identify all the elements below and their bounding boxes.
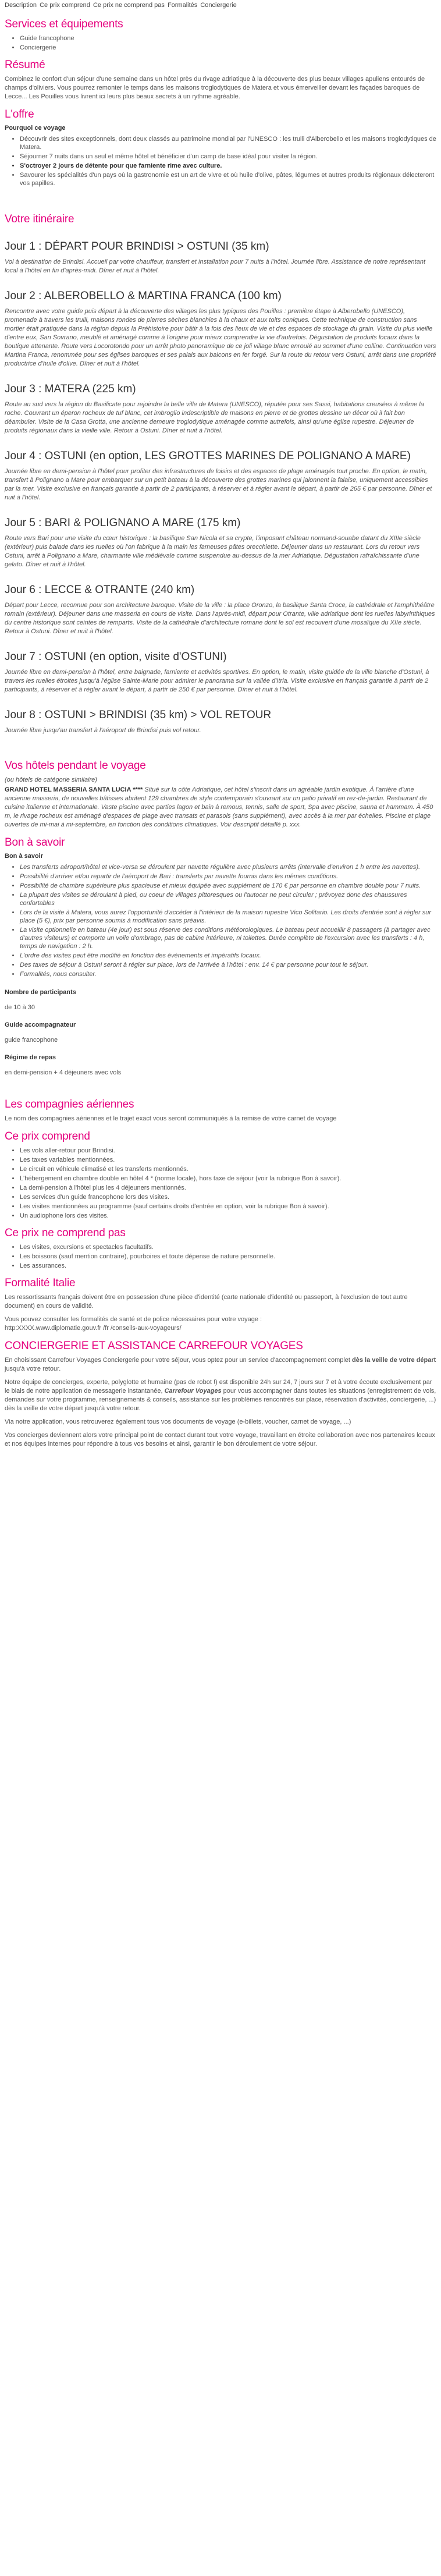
list-item: • Les visites, excursions et spectacles facultatifs. [20,1243,436,1251]
list-item: • Possibilité d'arriver et/ou repartir de l'aéroport de Bari : transferts par navette fournis dans les mêmes conditions. [20,872,436,881]
list-item: • Les taxes variables mentionnées. [20,1156,436,1164]
resume-text: Combinez le confort d'un séjour d'une semaine dans un hôtel près du rivage adriatique à la découverte des plus beaux villages apuliens entourés de champs d'oliviers. Vous pourrez remonter le temps dans les maisons troglodytiques de Matera et vous émerveiller devant les façades baroques de Lecce... Les Pouilles vous livrent ici leurs plus beaux secrets à un rythme agréable. [5,76,425,100]
list-item: • La plupart des visites se déroulant à pied, ou coeur de villages pittoresques ou l'autocar ne peut circuler ; prévoyez donc des chaussures confortables [20,891,436,907]
list-item: • Les boissons (sauf mention contraire), pourboires et toute dépense de nature personnelle. [20,1252,436,1261]
ne-comprend-list [5,1243,436,1270]
offre-title: L'offre [5,108,34,120]
day-2-title: Jour 2 : ALBEROBELLO & MARTINA FRANCA (100 km) [5,290,282,302]
day-8-text: Journée libre jusqu'au transfert à l'aéroport de Brindisi puis vol retour. [5,727,201,734]
list-item: • Les transferts aéroport/hôtel et vice-versa se déroulent par navette régulière avec plusieurs arrêts (intervalle d'environ 1 h entre les navettes). [20,863,436,871]
text-span-bold: Carrefour Voyages [164,1388,222,1395]
airlines-text: Le nom des compagnies aériennes et le trajet exact vous seront communiqués à la remise de votre carnet de voyage [5,1115,337,1122]
day-6-title: Jour 6 : LECCE & OTRANTE (240 km) [5,584,195,596]
offre-subtitle: Pourquoi ce voyage [5,125,66,132]
repas-value: en demi-pension + 4 déjeuners avec vols [5,1069,122,1076]
formalite-text-2: Vous pouvez consulter les formalités de santé et de police nécessaires pour votre voyage : [5,1316,262,1323]
list-item: • Les vols aller-retour pour Brindisi. [20,1147,436,1155]
list-item: • La demi-pension à l'hôtel plus les 4 déjeuners mentionnés. [20,1184,436,1192]
formalite-text-1: Les ressortissants français doivent être en possession d'une pièce d'identité (carte nationale d'identité ou passeport, à l'exclusion de tout autre document) en cours de validité. [5,1294,408,1310]
list-item: • Le circuit en véhicule climatisé et les transferts mentionnés. [20,1165,436,1173]
list-item: • Savourer les spécialités d'un pays où la gastronomie est un art de vivre et où huile d'olive, pâtes, légumes et autres produits régionaux délecteront vos papilles. [20,171,436,187]
bon-savoir-list [5,863,436,978]
tab-conciergerie[interactable]: Conciergerie [200,2,237,9]
bon-savoir-subtitle: Bon à savoir [5,853,44,860]
list-item: • Lors de la visite à Matera, vous aurez l'opportunité d'accéder à l'intérieur de la maison rupestre Vico Solitario. Les droits d'entrée sont à régler sur place (5 €), prix par personne soumis à modification sans préavis. [20,909,436,925]
services-title: Services et équipements [5,18,123,30]
day-7-text: Journée libre en demi-pension à l'hôtel, entre baignade, farniente et activités sportives. En option, le matin, visite guidée de la ville blanche d'Ostuni, à travers les ruelles étroites jusqu'à l'église Sainte-Marie pour admirer le panorama sur la vallée d'Itria. Visite exclusive en français garantie à partir de 2 participants, à réserver et à régler avant le départ, à partir de 250 € par personne. Dîner et nuit à l'hôtel. [5,669,429,693]
participants-value: de 10 à 30 [5,1004,35,1011]
list-item: • Des taxes de séjour à Ostuni seront à régler sur place, lors de l'arrivée à l'hôtel : env. 14 € par personne pour tout le séjour. [20,961,436,969]
formalite-title: Formalité Italie [5,1277,76,1289]
hotels-title: Vos hôtels pendant le voyage [5,760,146,772]
text-span: jusqu'à votre retour. [5,1365,61,1372]
day-1-title: Jour 1 : DÉPART POUR BRINDISI > OSTUNI (35 km) [5,240,269,253]
tab-ce-prix-ne-comprend-pas[interactable]: Ce prix ne comprend pas [93,2,165,9]
day-3-title: Jour 3 : MATERA (225 km) [5,383,136,395]
conciergerie-text-3: Via notre application, vous retrouverez également tous vos documents de voyage (e-billets, voucher, carnet de voyage, ...) [5,1418,351,1425]
airlines-title: Les compagnies aériennes [5,1098,134,1110]
list-item: • L'ordre des visites peut être modifié en fonction des évènements et impératifs locaux. [20,952,436,960]
day-6-text: Départ pour Lecce, reconnue pour son architecture baroque. Visite de la ville : la place Oronzo, la basilique Santa Croce, la cathédrale et l'amphithéâtre romain (extérieur). Déjeuner dans une masseria en cours de visite. Dans l'après-midi, départ pour Otrante, ville adriatique dont les ruelles labyrinthiques du centre historique sont ceintes de remparts. Visite de la cathédrale d'architecture romane dont le sol est recouvert d'une mosaïque du XIIe siècle. Retour à Ostuni. Dîner et nuit à l'hôtel. [5,602,435,635]
formalite-link[interactable]: http:XXXX.www.diplomatie.gouv.fr /fr /conseils-aux-voyageurs/ [5,1325,182,1332]
day-2-text: Rencontre avec votre guide puis départ à la découverte des villages les plus typiques des Pouilles : première étape à Alberobello (UNESCO), promenade à travers les trulli, maisons rondes de pierres sèches blanchies à la chaux et aux toits coniques. Cette technique de construction sans mortier était pratiquée dans la région depuis la Préhistoire pour bâtir à la fois des lieux de vie et des espaces de stockage du grain. Visite du plus vieille d'entre eux, San Sovrano, meublé et aménagé comme à l'origine pour mieux comprendre la vie d'autrefois. Dégustation de produits locaux dans la boutique attenante. Route vers Locorotondo pour un arrêt photo panoramique de ce joli village blanc enroulé au sommet d'une colline. Continuation vers Martina Franca, renommée pour ses églises baroques et ses palais aux balcons en fer forgé. Sur la route du retour vers Ostuni, arrêt dans une propriété productrice d'huile d'olive. Dîner et nuit à l'hôtel. [5,308,436,367]
day-5-title: Jour 5 : BARI & POLIGNANO A MARE (175 km) [5,517,241,529]
resume-title: Résumé [5,59,45,71]
conciergerie-text-1 [5,1356,436,1374]
hotels-note: (ou hôtels de catégorie similaire) [5,776,97,783]
tab-ce-prix-comprend[interactable]: Ce prix comprend [40,2,90,9]
list-item: • Les services d'un guide francophone lors des visites. [20,1193,436,1201]
ne-comprend-title: Ce prix ne comprend pas [5,1227,126,1239]
services-list [5,34,436,52]
list-item: • Guide francophone [20,34,436,42]
day-8-title: Jour 8 : OSTUNI > BRINDISI (35 km) > VOL RETOUR [5,709,272,721]
day-5-text: Route vers Bari pour une visite du cœur historique : la basilique San Nicola et sa crypte, l'imposant château normand-souabe datant du XIIIe siècle (extérieur) puis balade dans les ruelles où l'on fabrique à la main les fameuses pâtes orecchiette. Déjeuner dans un restaurant. Lors du retour vers Ostuni, arrêt à Polignano a Mare, charmante ville médiévale comme suspendue au-dessus de la mer Adriatique. Dégustation rafraîchissante d'une gelato. Dîner et nuit à l'hôtel. [5,535,421,568]
hotel-description [5,786,436,829]
conciergerie-title: CONCIERGERIE ET ASSISTANCE CARREFOUR VOYAGES [5,1340,303,1352]
offre-list [5,135,436,187]
day-4-title: Jour 4 : OSTUNI (en option, LES GROTTES MARINES DE POLIGNANO A MARE) [5,450,411,462]
list-item: • Découvrir des sites exceptionnels, dont deux classés au patrimoine mondial par l'UNESCO : les trulli d'Alberobello et les maisons troglodytiques de Matera. [20,135,436,151]
conciergerie-text-2 [5,1378,436,1413]
day-7-title: Jour 7 : OSTUNI (en option, visite d'OSTUNI) [5,651,227,663]
list-item: • La visite optionnelle en bateau (4e jour) est sous réserve des conditions météorologiques. Le bateau peut accueillir 8 passagers (à partager avec d'autres visiteurs) et comporte un voile d'ombrage, pas de cabine intérieure, ni toilettes. Durée complète de l'excursion avec les transferts : 4 h, temps de navigation : 2 h. [20,926,436,950]
participants-label: Nombre de participants [5,989,76,996]
text-span-bold: dès la veille de votre départ [352,1357,436,1364]
itinerary-title: Votre itinéraire [5,213,74,225]
comprend-title: Ce prix comprend [5,1130,90,1142]
list-item: • Les assurances. [20,1262,436,1270]
day-1-text: Vol à destination de Brindisi. Accueil par votre chauffeur, transfert et installation pour 7 nuits à l'hôtel. Journée libre. Assistance de notre représentant local à l'hôtel en fin d'après-midi. Dîner et nuit à l'hôtel. [5,258,426,274]
hotel-name: GRAND HOTEL MASSERIA SANTA LUCIA **** [5,786,143,793]
list-item: • Possibilité de chambre supérieure plus spacieuse et mieux équipée avec supplément de 170 € par personne en chambre double pour 7 nuits. [20,882,436,890]
tab-description[interactable]: Description [5,2,37,9]
tab-bar [5,0,436,11]
list-item: • Conciergerie [20,44,436,52]
list-item: • Un audiophone lors des visites. [20,1212,436,1220]
bon-savoir-title: Bon à savoir [5,836,65,849]
repas-label: Régime de repas [5,1054,56,1061]
text-span: En choisissant Carrefour Voyages Conciergerie pour votre séjour, vous optez pour un service d'accompagnement complet [5,1357,353,1364]
text-span: pour vous accompagner dans toutes les situations (enregistrement de vols, demandes sur votre programme, renseignements & conseils, assistance sur les problèmes rencontrés sur place, réservation d'activités, conciergerie, ...) dès la veille de votre départ jusqu'à votre retour. [5,1388,436,1412]
list-item: • Formalités, nous consulter. [20,970,436,978]
guide-label: Guide accompagnateur [5,1021,76,1028]
list-item: • Les visites mentionnées au programme (sauf certains droits d'entrée en option, voir la rubrique Bon à savoir). [20,1202,436,1211]
guide-value: guide francophone [5,1037,58,1044]
list-item: • Séjourner 7 nuits dans un seul et même hôtel et bénéficier d'un camp de base idéal pour visiter la région. [20,152,436,161]
hotel-text: Situé sur la côte Adriatique, cet hôtel s'inscrit dans un agréable jardin exotique. À l'arrière d'une ancienne masseria, de nouvelles bâtisses abritent 129 chambres de style contemporain s'ouvrant sur un patio privatif en rez-de-jardin. Restaurant de cuisine italienne et internationale. Vaste piscine avec parties lagon et bain à remous, tennis, salle de sport, Spa avec piscine, sauna et hammam. À 450 m, le rivage rocheux est aménagé d'espaces de plage avec transats et parasols (sans supplément), avec accès à la mer par échelles. Piscine et plage ouvertes de mi-mai à mi-septembre, en fonction des conditions climatiques. Voir descriptif détaillé p. xxx. [5,786,433,828]
day-4-text: Journée libre en demi-pension à l'hôtel pour profiter des infrastructures de loisirs et des espaces de plage aménagés tout proche. En option, le matin, transfert à Polignano a Mare pour embarquer sur un petit bateau à la découverte des grottes marines qui jalonnent la falaise, uniquement accessibles par la mer. Visite exclusive en français garantie à partir de 2 participants, à réserver et à régler avant le départ, à partir de 265 € par personne. Dîner et nuit à l'hôtel. [5,468,432,501]
tab-formalites[interactable]: Formalités [167,2,198,9]
day-3-text: Route au sud vers la région du Basilicate pour rejoindre la belle ville de Matera (UNESCO), réputée pour ses Sassi, habitations creusées à même la roche. Couvrant un éperon rocheux de tuf blanc, cet imbroglio indescriptible de maisons en pierre et de grottes dessine un décor où il fait bon déambuler. Visite de la Casa Grotta, une ancienne demeure troglodytique aménagée comme autrefois, ainsi qu'une église rupestre. Déjeuner de produits régionaux dans la vieille ville. Retour à Ostuni. Dîner et nuit à l'hôtel. [5,401,424,434]
conciergerie-text-4: Vos concierges deviennent alors votre principal point de contact durant tout votre voyage, travaillant en étroite collaboration avec nos partenaires locaux et nos équipes internes pour répondre à tous vos besoins et ainsi, garantir le bon déroulement de votre séjour. [5,1432,435,1447]
list-item: • S'octroyer 2 jours de détente pour que farniente rime avec culture. [20,162,436,170]
text-span: Notre équipe de concierges, experte, polyglotte et humaine (pas de robot !) est disponible 24h sur 24, 7 jours sur 7 et à votre écoute exclusivement par le biais de notre application de messagerie instantanée, [5,1379,432,1395]
list-item: • L'hébergement en chambre double en hôtel 4 * (norme locale), hors taxe de séjour (voir la rubrique Bon à savoir). [20,1175,436,1183]
comprend-list [5,1147,436,1220]
